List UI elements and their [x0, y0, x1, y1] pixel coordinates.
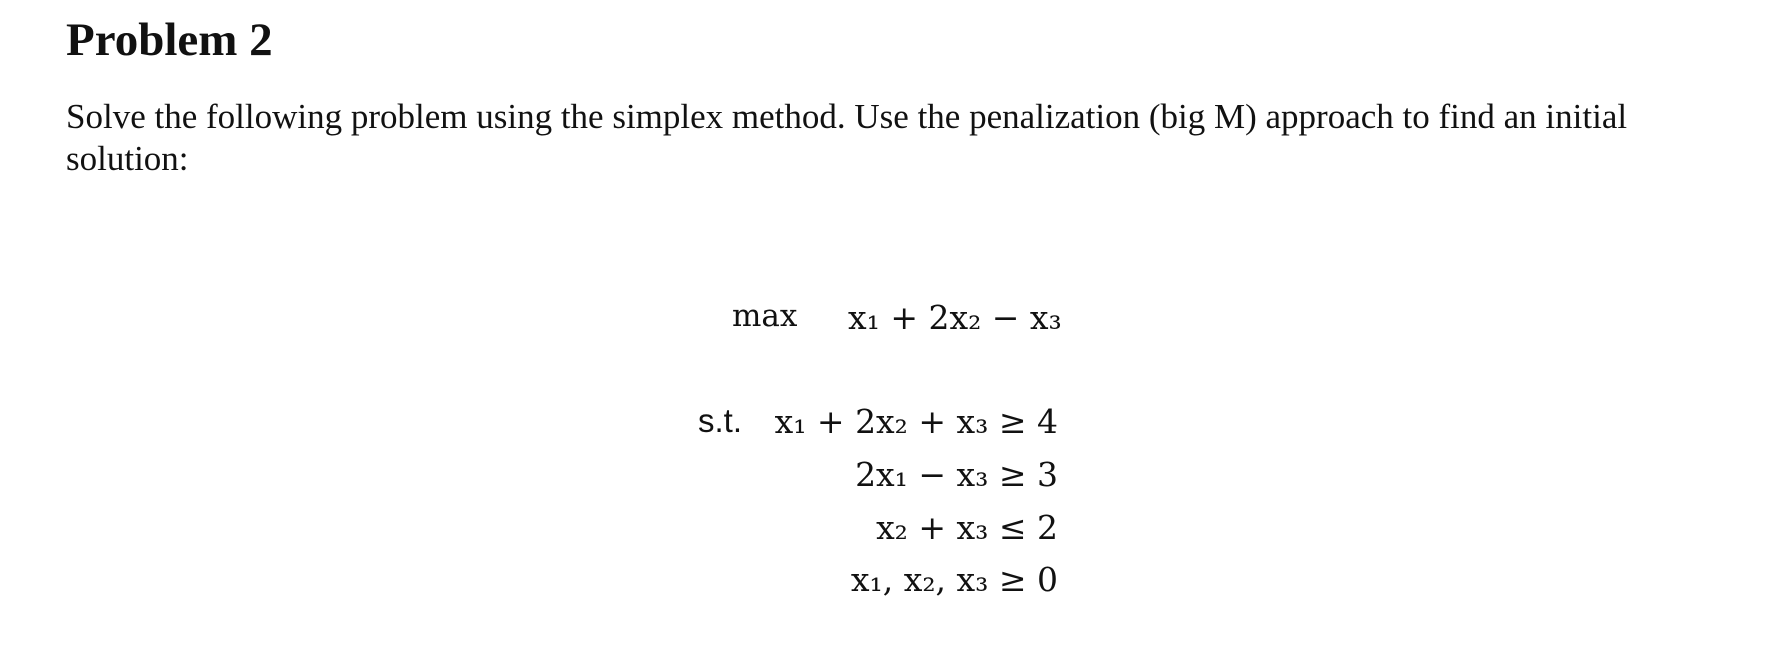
- constraints-label: s.t.: [698, 402, 743, 439]
- objective-label: max: [732, 298, 798, 334]
- constraint-2: 2x₁ − x₃ ≥ 3: [855, 455, 1058, 494]
- problem-title: Problem 2: [66, 14, 273, 66]
- constraint-1: x₁ + 2x₂ + x₃ ≥ 4: [774, 402, 1058, 441]
- objective-expression: x₁ + 2x₂ − x₃: [848, 298, 1062, 337]
- constraint-3: x₂ + x₃ ≤ 2: [876, 508, 1058, 547]
- nonnegativity-constraint: x₁, x₂, x₃ ≥ 0: [850, 560, 1058, 599]
- problem-instructions: Solve the following problem using the simplex method. Use the penalization (big M) approach to find an initial solution:: [66, 97, 1628, 178]
